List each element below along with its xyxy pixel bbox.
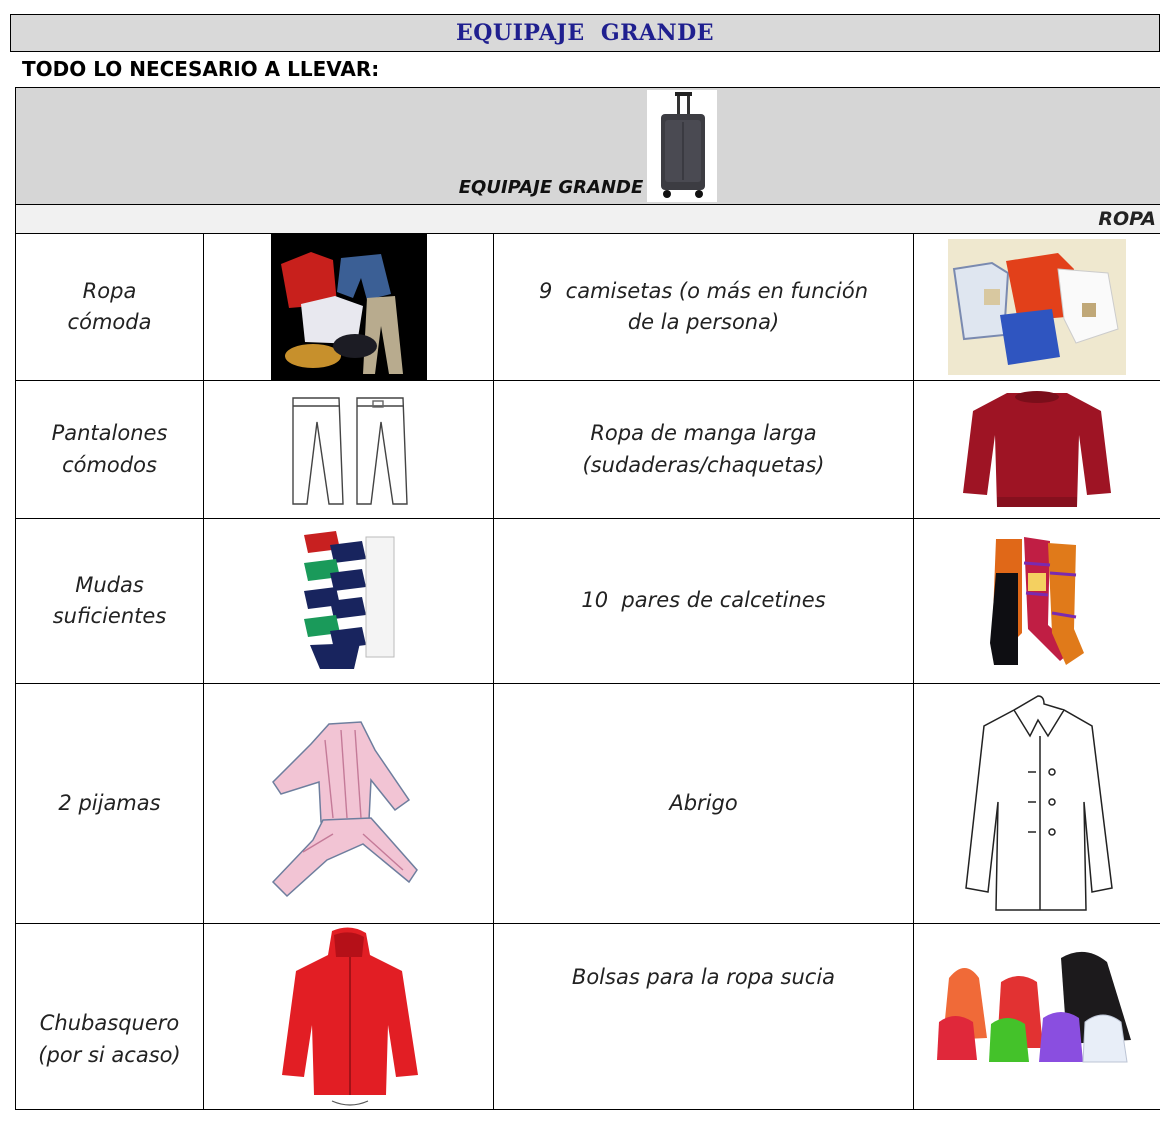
item-label: Pantalones cómodos (16, 381, 204, 519)
item-label: Bolsas para la ropa sucia (494, 924, 914, 1110)
table-row (16, 924, 1160, 1110)
coat-icon (914, 684, 1160, 924)
table-row (16, 234, 1160, 381)
table-row (16, 519, 1160, 684)
table-row (16, 381, 1160, 519)
title-bar (10, 14, 1160, 52)
pajamas-icon (204, 684, 494, 924)
item-label: Chubasquero (por si acaso) (16, 924, 204, 1110)
laundry-bags-icon (914, 924, 1160, 1110)
item-label: Abrigo (494, 684, 914, 924)
page-title: EQUIPAJE GRANDE (455, 20, 714, 46)
packing-table-wrapper (15, 87, 1160, 1137)
underwear-icon (204, 519, 494, 684)
raincoat-icon (204, 924, 494, 1110)
tshirts-icon (914, 234, 1160, 381)
header-label: EQUIPAJE GRANDE (458, 177, 644, 198)
trousers-icon (204, 381, 494, 519)
item-label: Ropa cómoda (16, 234, 204, 381)
table-header (16, 88, 1160, 205)
item-label: 9 camisetas (o más en función de la persona) (494, 234, 914, 381)
section-label: ROPA (1098, 208, 1156, 230)
socks-icon (914, 519, 1160, 684)
suitcase-icon (647, 90, 717, 202)
packing-table (15, 87, 1160, 1110)
item-label: 2 pijamas (16, 684, 204, 924)
item-label: Mudas suficientes (16, 519, 204, 684)
section-header (16, 205, 1160, 234)
casual-clothes-icon (204, 234, 494, 381)
item-label: 10 pares de calcetines (494, 519, 914, 684)
sweatshirt-icon (914, 381, 1160, 519)
table-row (16, 684, 1160, 924)
item-label: Ropa de manga larga (sudaderas/chaquetas) (494, 381, 914, 519)
page-subtitle: TODO LO NECESARIO A LLEVAR: (22, 57, 380, 81)
